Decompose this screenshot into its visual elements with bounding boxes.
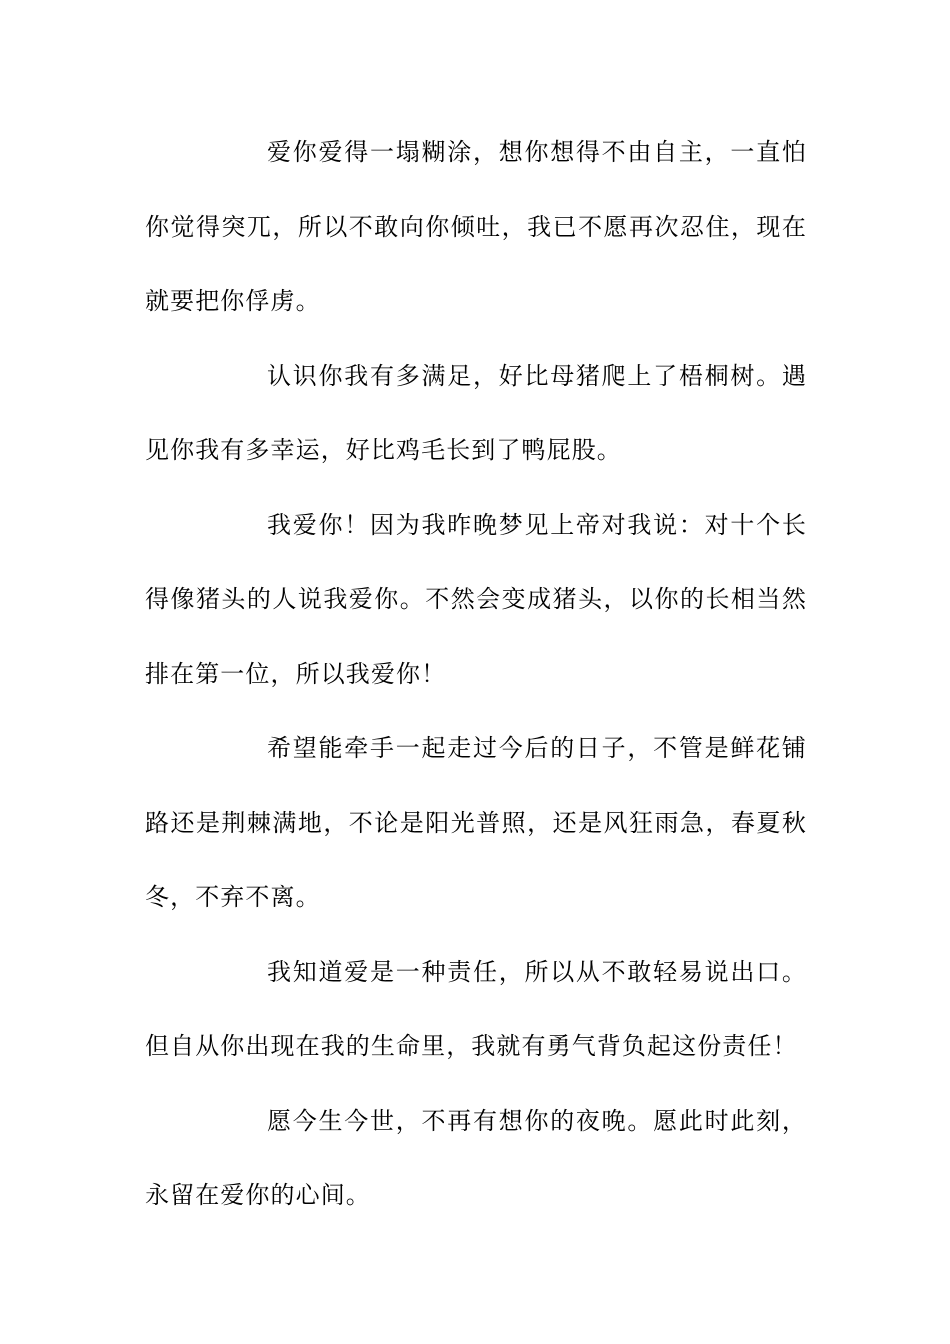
paragraph-6: 愿今生今世，不再有想你的夜晚。愿此时此刻，永留在爱你的心间。 — [145, 1106, 807, 1209]
paragraph-1: 爱你爱得一塌糊涂，想你想得不由自主，一直怕你觉得突兀，所以不敢向你倾吐，我已不愿再次忍住，现在就要把你俘虏。 — [145, 138, 807, 315]
paragraph-3: 我爱你！因为我昨晚梦见上帝对我说：对十个长得像猪头的人说我爱你。不然会变成猪头，以你的长相当然排在第一位，所以我爱你！ — [145, 510, 807, 688]
paragraph-4: 希望能牵手一起走过今后的日子，不管是鲜花铺路还是荆棘满地，不论是阳光普照，还是风狂雨急，春夏秋冬，不弃不离。 — [145, 734, 807, 911]
paragraph-5: 我知道爱是一种责任，所以从不敢轻易说出口。但自从你出现在我的生命里，我就有勇气背负起这份责任！ — [145, 957, 807, 1060]
paragraph-2: 认识你我有多满足，好比母猪爬上了梧桐树。遇见你我有多幸运，好比鸡毛长到了鸭屁股。 — [145, 361, 807, 464]
document-body — [145, 115, 807, 1233]
